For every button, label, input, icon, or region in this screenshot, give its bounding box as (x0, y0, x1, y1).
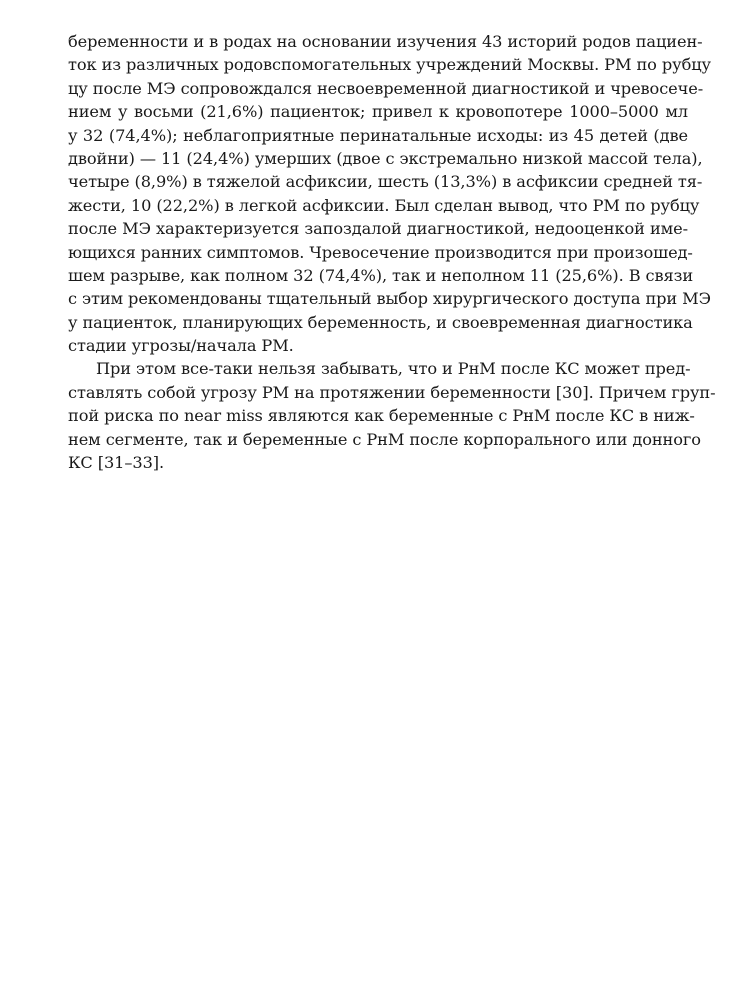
paragraph-1 (68, 30, 711, 357)
text-line: стадии угрозы/начала РМ. (68, 336, 294, 356)
text-line: шем разрыве, как полном 32 (74,4%), так и неполном 11 (25,6%). В связи (68, 265, 694, 285)
text-line: с этим рекомендованы тщательный выбор хирургического доступа при МЭ (68, 289, 711, 309)
text-line: у 32 (74,4%); неблагоприятные перинатальные исходы: из 45 детей (две (68, 125, 688, 145)
text-line: ток из различных родовспомогательных учреждений Москвы. РМ по рубцу (68, 55, 711, 75)
text-line: жести, 10 (22,2%) в легкой асфиксии. Был сделан вывод, что РМ по рубцу (68, 195, 700, 215)
text-line: четыре (8,9%) в тяжелой асфиксии, шесть (13,3%) в асфиксии средней тя- (68, 172, 703, 192)
text-line: пой риска по near miss являются как беременные с РнМ после КС в ниж- (68, 406, 695, 426)
text-line: двойни) — 11 (24,4%) умерших (двое с экстремально низкой массой тела), (68, 148, 703, 168)
text-line: При этом все-таки нельзя забывать, что и РнМ после КС может пред- (96, 359, 691, 379)
text-line: нием у восьми (21,6%) пациенток; привел к кровопотере 1000–5000 мл (68, 102, 688, 122)
document-page (68, 30, 716, 474)
text-line: ставлять собой угрозу РМ на протяжении беременности [30]. Причем груп- (68, 382, 716, 402)
text-line: после МЭ характеризуется запоздалой диагностикой, недооценкой име- (68, 219, 688, 239)
paragraph-2 (68, 357, 716, 474)
text-line: КС [31–33]. (68, 453, 165, 473)
text-line: у пациенток, планирующих беременность, и своевременная диагностика (68, 312, 693, 332)
text-line: беременности и в родах на основании изучения 43 историй родов пациен- (68, 32, 703, 51)
text-line: нем сегменте, так и беременные с РнМ после корпорального или донного (68, 429, 701, 449)
text-line: цу после МЭ сопровождался несвоевременной диагностикой и чревосече- (68, 78, 704, 98)
text-line: ющихся ранних симптомов. Чревосечение производится при произошед- (68, 242, 693, 262)
